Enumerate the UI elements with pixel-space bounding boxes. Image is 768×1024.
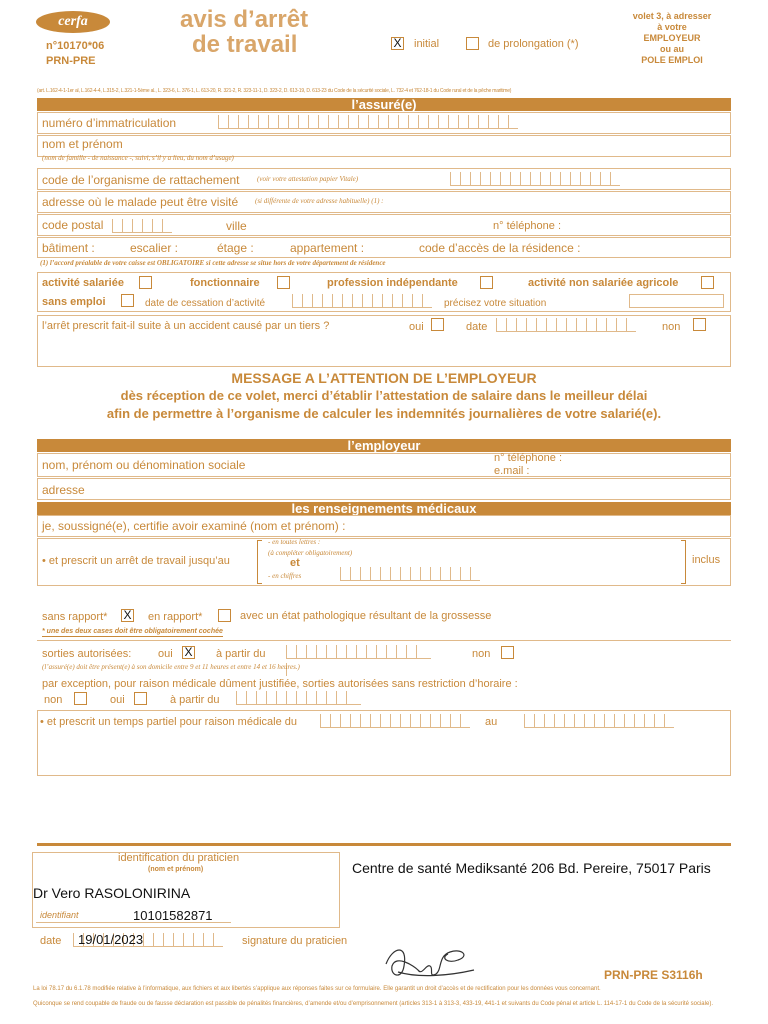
et-label: et [290, 557, 300, 569]
exception-label: par exception, pour raison médicale dûment justifiée, sorties autorisées sans restriction d’horaire : [42, 678, 518, 690]
adresse-note: (si différente de votre adresse habituelle) (1) : [255, 197, 384, 205]
footer-legal-1: La loi 78.17 du 6.1.78 modifiée relative à l’informatique, aux fichiers et aux libertés s’applique aux réponses faites sur ce formulaire. Elle garantit un droit d’accès et de rectification pour les données vous concernant. [33, 986, 601, 992]
employeur-telephone-label: n° téléphone : [494, 452, 563, 464]
footer-code: PRN-PRE S3116h [604, 968, 703, 982]
sorties-oui-checkbox[interactable]: X [182, 646, 195, 659]
adresse-label: adresse où le malade peut être visité [42, 195, 239, 209]
identifiant-value: 10101582871 [133, 908, 213, 923]
temps-partiel-label: • et prescrit un temps partiel pour raison médicale du [40, 716, 297, 728]
etage-label: étage : [217, 241, 254, 255]
bracket-right [681, 540, 686, 584]
sorties-label: sorties autorisées: [42, 648, 132, 660]
telephone-label: n° téléphone : [493, 220, 562, 232]
temps-partiel-du-field[interactable] [320, 714, 470, 728]
sorties-date-field[interactable] [286, 645, 431, 659]
sans-emploi-checkbox[interactable] [121, 294, 134, 307]
profession-independante-label: profession indépendante [327, 277, 458, 289]
en-rapport-checkbox[interactable] [218, 609, 231, 622]
fonctionnaire-checkbox[interactable] [277, 276, 290, 289]
appartement-label: appartement : [290, 241, 365, 255]
en-toutes-lettres: - en toutes lettres : [268, 538, 321, 546]
activite-non-salariee-label: activité non salariée agricole [528, 277, 679, 289]
message-line1: dès réception de ce volet, merci d’établir l’attestation de salaire dans le meilleur délai [120, 388, 648, 403]
form-number: n°10170*06 [46, 40, 105, 52]
organisme-note: (voir votre attestation papier Vitale) [257, 175, 359, 183]
form-title-line2: de travail [192, 31, 298, 58]
prolongation-checkbox[interactable] [466, 37, 479, 50]
immatriculation-field[interactable] [218, 115, 518, 129]
grossesse-label: avec un état pathologique résultant de la grossesse [240, 610, 492, 622]
accident-non-label: non [662, 321, 681, 333]
volet-instructions: volet 3, à adresser à votre EMPLOYEUR ou au POLE EMPLOI [632, 11, 712, 65]
section-employeur: l’employeur [37, 439, 731, 452]
sans-rapport-label: sans rapport* [42, 611, 108, 623]
en-rapport-label: en rapport* [148, 611, 203, 623]
exception-non-label: non [44, 694, 63, 706]
praticien-name: Dr Vero RASOLONIRINA [33, 885, 191, 901]
nom-note: (nom de famille - de naissance -, suivi, s’il y a lieu, du nom d’usage) [42, 154, 234, 162]
legal-references: (art. L.162-4-1-1er al, L.162-4-4, L.315-2, L.321-1-5ème al., L. 323-6, L. 376-1, L. 613-20, R. 321-2, R. 323-11-1, D. 323-2, D. 613-19, D. 613-23 du Code de la sécurité sociale, L. 732-4 et 762-18-1 du Code rural et de la pêche maritime) [37, 88, 512, 94]
exception-oui-checkbox[interactable] [134, 692, 147, 705]
initial-label: initial [414, 38, 440, 50]
message-line2: afin de permettre à l’organisme de calculer les indemnités journalières de votre salarié(e). [106, 406, 662, 421]
date-cessation-field[interactable] [292, 294, 432, 308]
a-completer-note: (à compléter obligatoirement) [268, 549, 353, 557]
arret-date-chiffres[interactable] [340, 567, 480, 581]
sorties-divider [37, 640, 731, 641]
organisme-field[interactable] [450, 172, 620, 186]
sorties-oui-label: oui [158, 648, 173, 660]
exception-oui-label: oui [110, 694, 125, 706]
escalier-label: escalier : [130, 241, 179, 255]
bracket-left [257, 540, 262, 584]
cerfa-logo: cerfa [36, 11, 110, 33]
presence-note: (l’assuré(e) doit être présent(e) à son domicile entre 9 et 11 heures et entre 14 et 16 heures.) [42, 663, 300, 671]
accident-date-field[interactable] [496, 318, 636, 332]
code-postal-field[interactable] [112, 219, 172, 233]
sans-rapport-checkbox[interactable]: X [121, 609, 134, 622]
accident-oui-checkbox[interactable] [431, 318, 444, 331]
date-cessation-label: date de cessation d’activité [145, 298, 266, 309]
exception-non-checkbox[interactable] [74, 692, 87, 705]
prolongation-label: de prolongation (*) [488, 38, 579, 50]
temps-partiel-au-field[interactable] [524, 714, 674, 728]
signature [378, 936, 478, 986]
employeur-adresse-label: adresse [42, 483, 85, 497]
message-title: MESSAGE A L’ATTENTION DE L’EMPLOYEUR [231, 370, 537, 386]
form-code: PRN-PRE [46, 55, 96, 67]
section-assure: l’assuré(e) [37, 98, 731, 111]
temps-partiel-au-label: au [485, 716, 498, 728]
section-medical: les renseignements médicaux [37, 502, 731, 515]
inclus-label: inclus [692, 554, 721, 566]
exception-date-field[interactable] [236, 691, 361, 705]
code-acces-label: code d’accès de la résidence : [419, 241, 581, 255]
ville-label: ville [226, 219, 247, 233]
signature-label: signature du praticien [242, 935, 348, 947]
employeur-nom-label: nom, prénom ou dénomination sociale [42, 458, 246, 472]
certifie-label: je, soussigné(e), certifie avoir examiné (nom et prénom) : [42, 519, 346, 533]
code-postal-label: code postal [42, 218, 104, 232]
batiment-label: bâtiment : [42, 241, 95, 255]
praticien-divider [37, 843, 731, 846]
centre-sante: Centre de santé Mediksanté 206 Bd. Pereire, 75017 Paris [352, 860, 711, 876]
employeur-adresse-row [37, 478, 731, 500]
accident-non-checkbox[interactable] [693, 318, 706, 331]
profession-independante-checkbox[interactable] [480, 276, 493, 289]
employeur-email-label: e.mail : [494, 465, 530, 477]
fonctionnaire-label: fonctionnaire [190, 277, 260, 289]
accident-oui-label: oui [409, 321, 424, 333]
date-label: date [40, 935, 62, 947]
organisme-label: code de l’organisme de rattachement [42, 173, 240, 187]
footer-legal-2: Quiconque se rend coupable de fraude ou de fausse déclaration est passible de pénalités financières, d’amende et/ou d’emprisonnement (articles 313-1 à 313-3, 433-19, 441-1 et suivants du Code pénal et article L. 114-17-1 du Code de la sécurité sociale). [33, 1001, 713, 1007]
situation-field[interactable] [629, 294, 724, 308]
sorties-a-partir-label: à partir du [216, 648, 266, 660]
nom-label: nom et prénom [42, 137, 123, 151]
prescrit-arret-label: • et prescrit un arrêt de travail jusqu’au [42, 555, 230, 567]
cases-note: * une des deux cases doit être obligatoirement cochée [42, 628, 223, 635]
form-title-line1: avis d’arrêt [180, 6, 309, 33]
identifiant-label: identifiant [40, 910, 79, 920]
activite-salariee-checkbox[interactable] [139, 276, 152, 289]
exception-a-partir-label: à partir du [170, 694, 220, 706]
sorties-non-label: non [472, 648, 491, 660]
footnote-1: (1) l’accord préalable de votre caisse est OBLIGATOIRE si cette adresse se situe hors de votre département de résidence [40, 259, 386, 267]
initial-checkbox[interactable]: X [391, 37, 404, 50]
date-value: 19/01/2023 [78, 932, 144, 947]
accident-question: l’arrêt prescrit fait-il suite à un accident causé par un tiers ? [42, 320, 330, 332]
sorties-non-checkbox[interactable] [501, 646, 514, 659]
activite-non-salariee-checkbox[interactable] [701, 276, 714, 289]
praticien-subtitle: (nom et prénom) [148, 866, 204, 873]
precisez-situation-label: précisez votre situation [444, 298, 547, 309]
activite-salariee-label: activité salariée [42, 277, 124, 289]
immatriculation-label: numéro d’immatriculation [42, 116, 177, 130]
en-chiffres: - en chiffres [268, 572, 302, 580]
accident-date-label: date [466, 321, 488, 333]
sans-emploi-label: sans emploi [42, 296, 106, 308]
praticien-title: identification du praticien [118, 852, 240, 864]
